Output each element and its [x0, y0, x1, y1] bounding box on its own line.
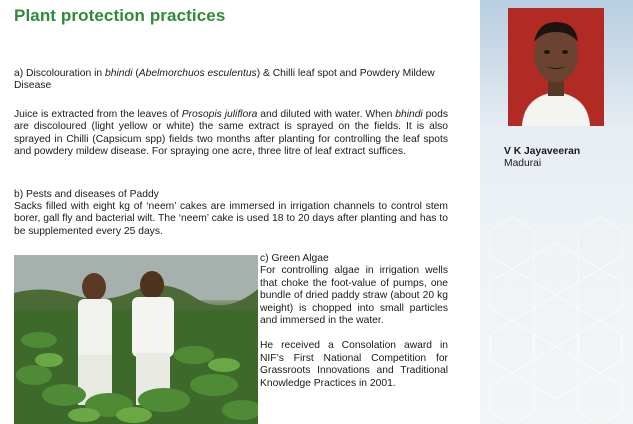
farmers-field-photo [14, 255, 258, 424]
person-location: Madurai [504, 158, 542, 169]
section-a-body-bhindi: bhindi [395, 109, 423, 120]
section-a-heading-rest: ) & Chilli leaf spot and Powdery Mildew Disease [14, 68, 435, 92]
section-a-body-start: Juice is extracted from the leaves of [14, 109, 182, 120]
portrait-illustration [508, 8, 604, 126]
section-b-heading: b) Pests and diseases of Paddy [14, 189, 159, 200]
section-a-heading-text: a) Discolouration in [14, 68, 105, 79]
section-a-species: Abelmorchuos esculentus [138, 68, 257, 79]
page-title: Plant protection practices [14, 6, 226, 25]
section-a-body-mid: and diluted with water. When [257, 109, 396, 120]
section-b-body: Sacks filled with eight kg of ‘neem’ cakes are immersed in irrigation channels to control stem borer, gall fly and bacterial wilt. The ‘neem’ cake is used 18 to 20 days after planting and has to be supplemented every 25 days. [14, 201, 448, 237]
section-a-heading [14, 68, 448, 93]
person-name: V K Jayaveeran [504, 146, 581, 157]
sidebar [480, 0, 633, 424]
section-c-heading: c) Green Algae [260, 253, 329, 264]
section-a-body-species: Prosopis juliflora [181, 109, 258, 120]
section-c [260, 253, 448, 390]
section-a-bhindi: bhindi [105, 68, 133, 79]
section-a-body-rest: pods are discoloured (light yellow or white) the same extract is sprayed on the fields. It is also sprayed in Chilli (Capsicum spp) fields two months after planting for controlling the leaf spots and powdery mildew disease. For spraying one acre, three litre of leaf extract suffices. [14, 109, 448, 158]
award-paragraph: He received a Consolation award in NIF’s First National Competition for Grassroots Innovations and Traditional Knowledge Practices in 2001. [260, 340, 448, 389]
farmers-field-illustration [14, 255, 258, 424]
portrait-photo [508, 8, 604, 126]
section-a-body [14, 109, 448, 159]
section-a-paren: ( [132, 68, 139, 79]
section-c-body: For controlling algae in irrigation wells that choke the foot-value of pumps, one bundle of dried paddy straw (about 20 kg weight) is chopped into small particles and immersed in the water. [260, 265, 448, 327]
